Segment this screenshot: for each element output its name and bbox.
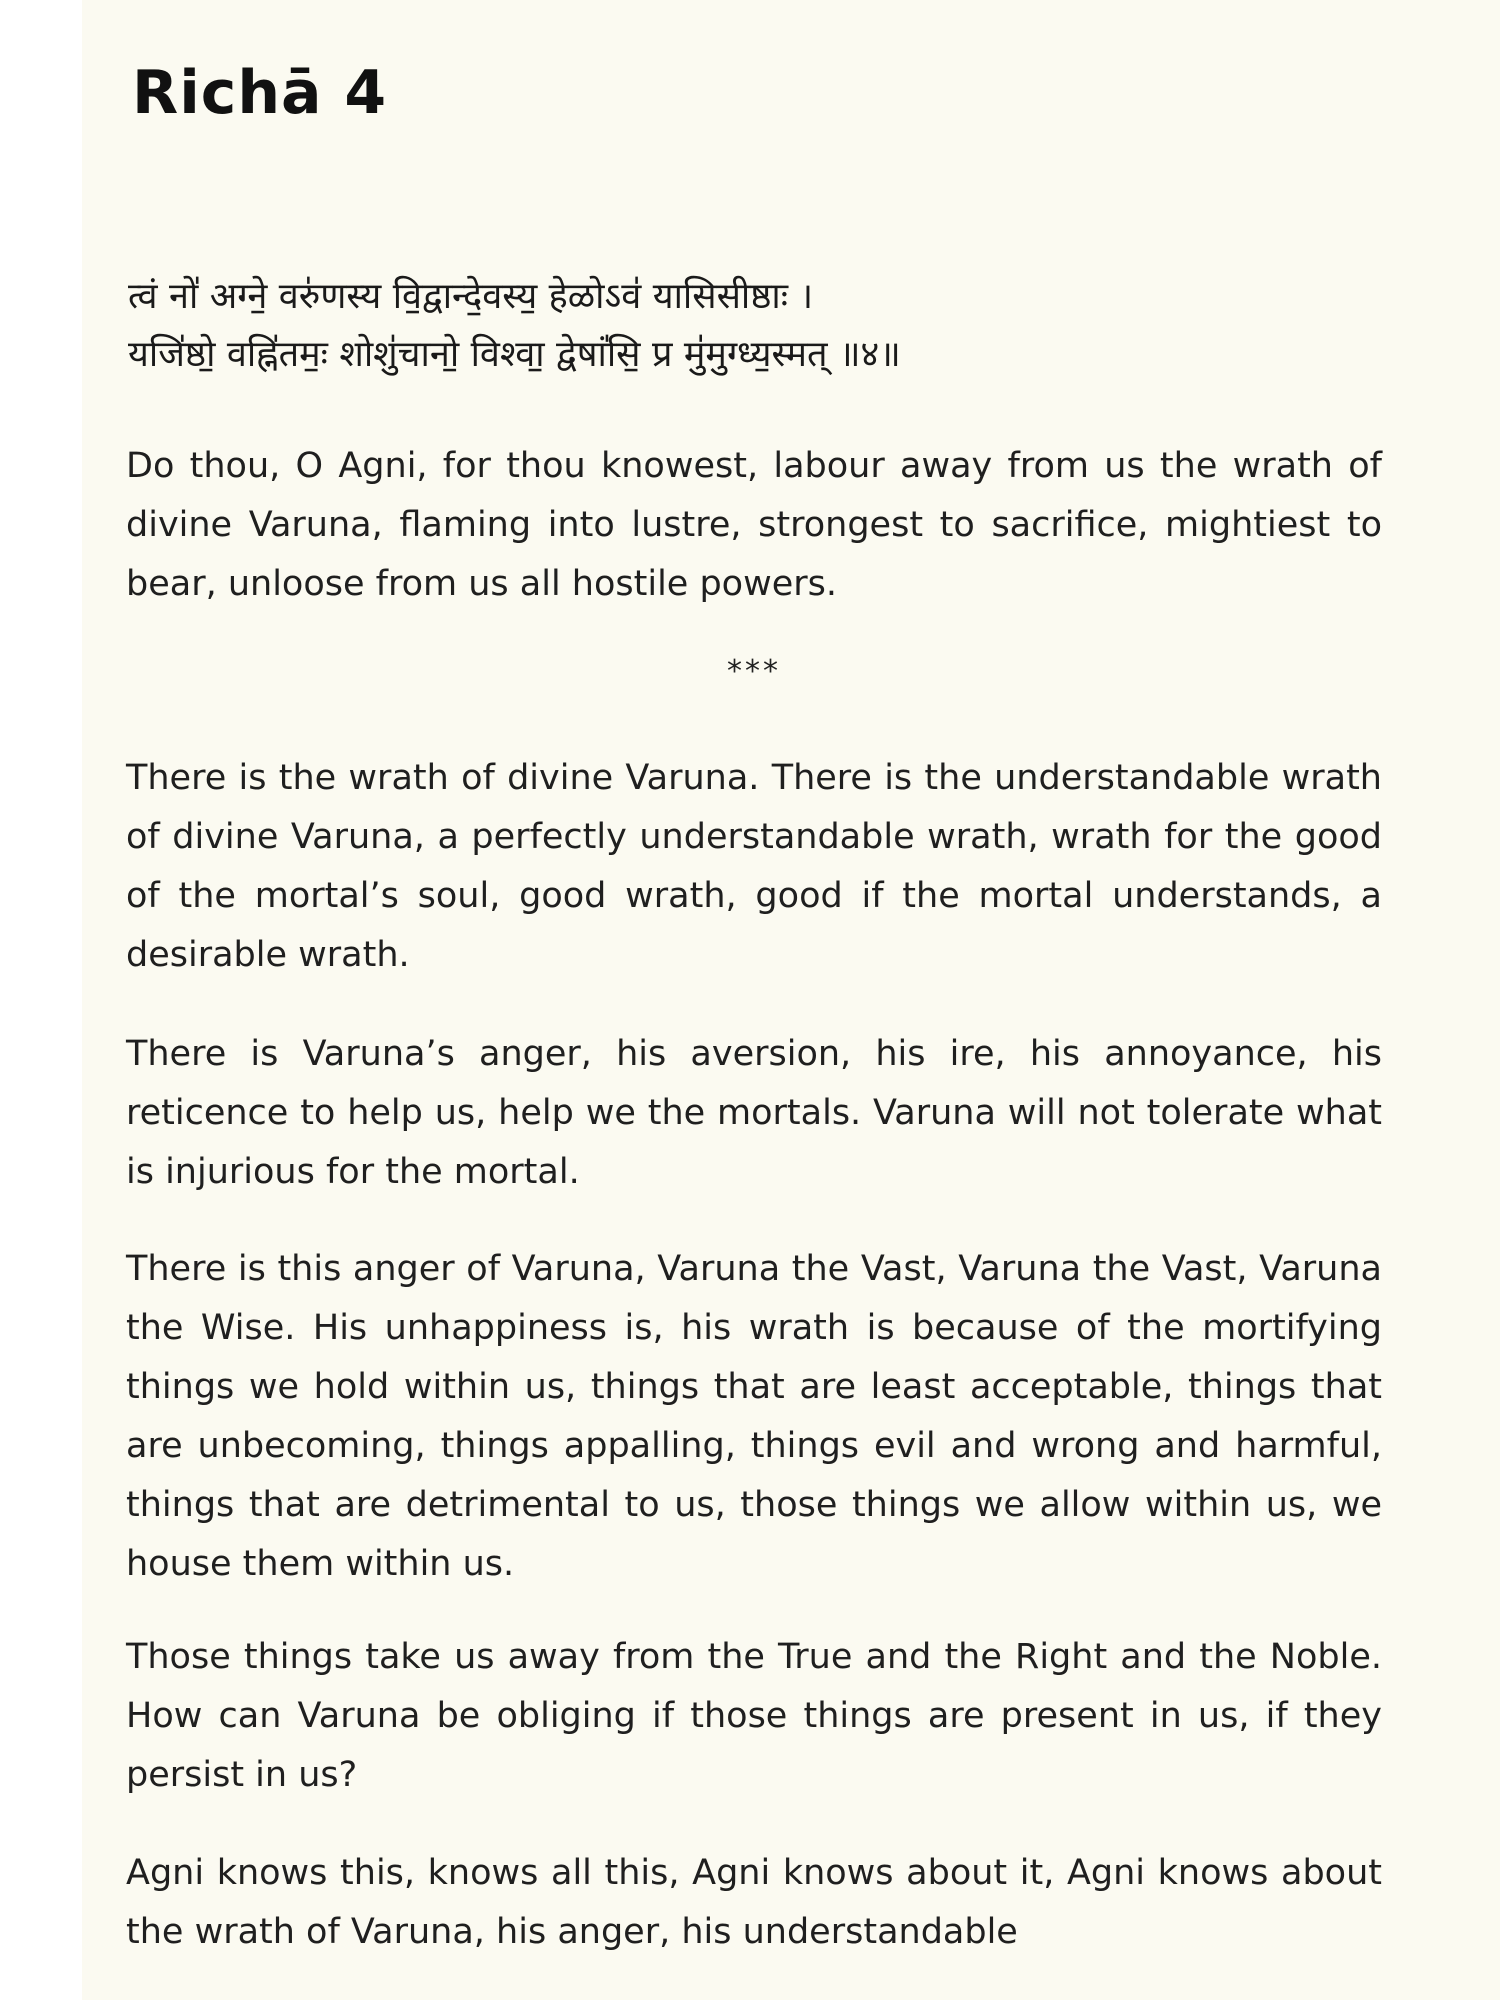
commentary-paragraph-3: There is this anger of Varuna, Varuna the Vast, Varuna the Vast, Varuna the Wise. His unhappiness is, his wrath is because of the mortifying things we hold within us, things that are least acceptable, things that are unbecoming, things appalling, things evil and wrong and harmful, things that are detrimental to us, those things we allow within us, we house them within us. — [126, 1249, 1382, 1584]
commentary-paragraph-1: There is the wrath of divine Varuna. There is the understandable wrath of divine Varuna, a perfectly understandable wrath, wrath for the good of the mortal’s soul, good wrath, good if the mortal understands, a desirable wrath. — [126, 758, 1382, 975]
book-page — [82, 0, 1500, 2000]
page-title: Richā 4 — [132, 58, 388, 128]
section-separator: *** — [727, 654, 781, 689]
sanskrit-verse — [128, 268, 1384, 384]
verse-line-1: त्वं नो॑ अग्ने॒ वरु॑णस्य वि॒द्वान्दे॒वस्य॒ हेळोऽव॑ यासिसीष्ठाः । — [128, 276, 814, 317]
verse-line-2: यजि॑ष्ठो॒ वह्नि॑तमः॒ शोशु॑चानो॒ विश्वा॒ द्वेषां॑सि॒ प्र मु॑मुग्ध्य॒स्मत् ॥४॥ — [128, 334, 901, 375]
commentary-paragraph-5: Agni knows this, knows all this, Agni knows about it, Agni knows about the wrath of Varuna, his anger, his understandable — [126, 1853, 1382, 1952]
commentary-paragraph-2: There is Varuna’s anger, his aversion, his ire, his annoyance, his reticence to help us, help we the mortals. Varuna will not tolerate what is injurious for the mortal. — [126, 1034, 1382, 1192]
commentary-paragraph-4: Those things take us away from the True and the Right and the Noble. How can Varuna be obliging if those things are present in us, if they persist in us? — [126, 1637, 1382, 1795]
translation-paragraph: Do thou, O Agni, for thou knowest, labour away from us the wrath of divine Varuna, flaming into lustre, strongest to sacrifice, mightiest to bear, unloose from us all hostile powers. — [126, 446, 1382, 604]
